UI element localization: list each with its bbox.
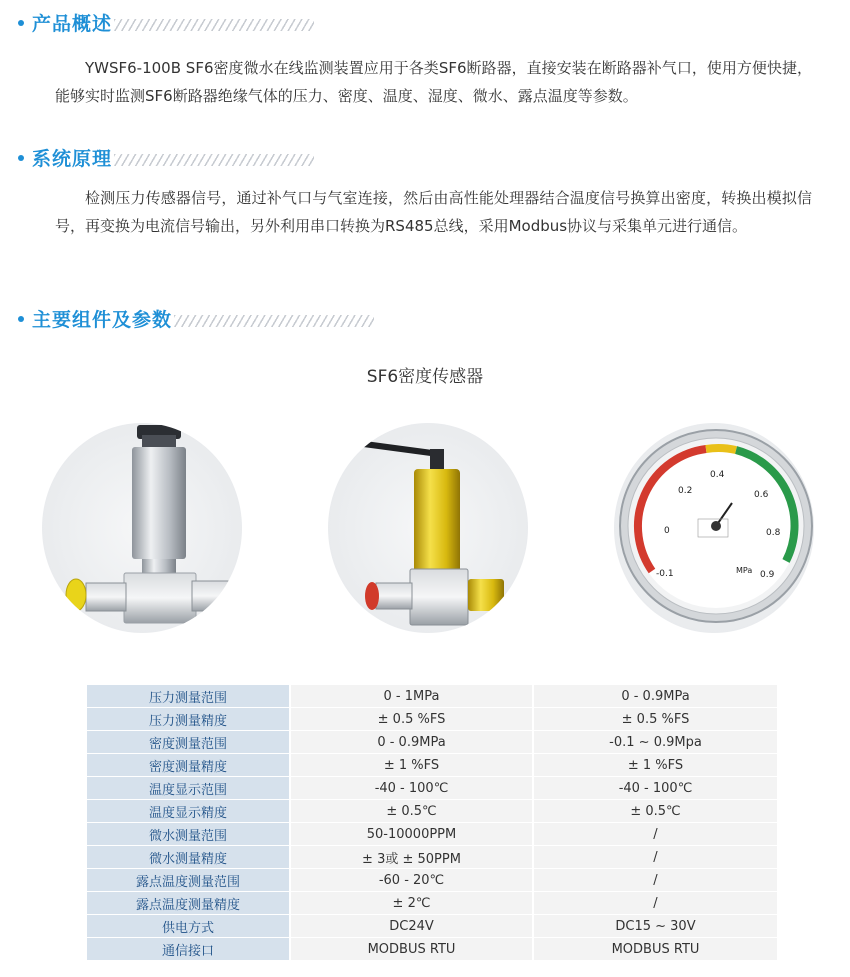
sensor-a-value-cell: DC24V [291, 915, 534, 938]
overview-paragraph: YWSF6-100B SF6密度微水在线监测装置应用于各类SF6断路器，直接安装在断路器补气口，使用方便快捷，能够实时监测SF6断路器绝缘气体的压力、密度、温度、湿度、微水、露点温度等参数。 [55, 59, 812, 105]
table-row [87, 731, 777, 754]
table-row [87, 915, 777, 938]
parameter-table [87, 685, 777, 961]
sensor-b-value-cell: / [534, 869, 777, 892]
gold-wireless-sensor-image [328, 423, 528, 633]
principle-paragraph: 检测压力传感器信号，通过补气口与气室连接，然后由高性能处理器结合温度信号换算出密度，转换出模拟信号，再变换为电流信号输出，另外利用串口转换为RS485总线，采用Modbus协议与采集单元进行通信。 [55, 189, 812, 235]
table-row [87, 708, 777, 731]
sensor-b-value-cell: 0 - 0.9MPa [534, 685, 777, 708]
param-label-cell: 供电方式 [87, 915, 291, 938]
section-title: 系统原理 [32, 147, 113, 170]
sensor-b-value-cell: -0.1 ~ 0.9Mpa [534, 731, 777, 754]
sensor-a-value-cell: MODBUS RTU [291, 938, 534, 961]
param-label-cell: 温度显示范围 [87, 777, 291, 800]
gauge-tick-label: 0.4 [710, 470, 725, 480]
table-row [87, 777, 777, 800]
gauge-tick-label: 0.6 [754, 490, 769, 500]
section-title: 主要组件及参数 [32, 308, 173, 331]
param-label-cell: 压力测量范围 [87, 685, 291, 708]
gauge-unit-label: MPa [736, 566, 753, 575]
sensor-a-value-cell: -60 - 20℃ [291, 869, 534, 892]
table-row [87, 685, 777, 708]
section-heading-components [18, 302, 374, 334]
hatch-decoration [174, 315, 374, 327]
param-label-cell: 压力测量精度 [87, 708, 291, 731]
bullet-dot-icon [18, 20, 24, 26]
sensor-b-value-cell: ± 0.5 %FS [534, 708, 777, 731]
bullet-dot-icon [18, 316, 24, 322]
gauge-tick-label: -0.1 [656, 569, 674, 579]
section-title: 产品概述 [32, 12, 113, 35]
section-heading-principle [18, 141, 314, 173]
sensor-a-value-cell: 0 - 1MPa [291, 685, 534, 708]
sensor-a-value-cell: 50-10000PPM [291, 823, 534, 846]
table-row [87, 823, 777, 846]
param-label-cell: 露点温度测量范围 [87, 869, 291, 892]
param-label-cell: 露点温度测量精度 [87, 892, 291, 915]
density-pressure-gauge-image [614, 423, 814, 633]
gauge-tick-label: 0.8 [766, 528, 781, 538]
gauge-tick-label: 0 [664, 526, 670, 536]
sensor-b-value-cell: -40 - 100℃ [534, 777, 777, 800]
section-heading-overview [18, 6, 314, 38]
param-label-cell: 通信接口 [87, 938, 291, 961]
gauge-tick-label: 0.9 [760, 570, 775, 580]
sensor-b-value-cell: ± 0.5℃ [534, 800, 777, 823]
sensor-b-value-cell: ± 1 %FS [534, 754, 777, 777]
stainless-steel-sensor-image [42, 423, 242, 633]
sensor-a-value-cell: ± 3或 ± 50PPM [291, 846, 534, 869]
hatch-decoration [114, 19, 314, 31]
table-row [87, 754, 777, 777]
sensor-a-value-cell: 0 - 0.9MPa [291, 731, 534, 754]
hatch-decoration [114, 154, 314, 166]
sensor-a-value-cell: -40 - 100℃ [291, 777, 534, 800]
product-subtitle: SF6密度传感器 [366, 367, 484, 387]
sensor-a-value-cell: ± 0.5℃ [291, 800, 534, 823]
table-row [87, 892, 777, 915]
param-label-cell: 温度显示精度 [87, 800, 291, 823]
table-row [87, 938, 777, 961]
sensor-a-value-cell: ± 1 %FS [291, 754, 534, 777]
sensor-b-value-cell: / [534, 892, 777, 915]
table-row [87, 869, 777, 892]
table-row [87, 846, 777, 869]
sensor-a-value-cell: ± 0.5 %FS [291, 708, 534, 731]
sensor-b-value-cell: / [534, 846, 777, 869]
sensor-b-value-cell: MODBUS RTU [534, 938, 777, 961]
sensor-a-value-cell: ± 2℃ [291, 892, 534, 915]
gauge-tick-label: 0.2 [678, 486, 693, 496]
bullet-dot-icon [18, 155, 24, 161]
table-row [87, 800, 777, 823]
sensor-b-value-cell: / [534, 823, 777, 846]
param-label-cell: 微水测量范围 [87, 823, 291, 846]
param-label-cell: 密度测量精度 [87, 754, 291, 777]
param-label-cell: 密度测量范围 [87, 731, 291, 754]
sensor-b-value-cell: DC15 ~ 30V [534, 915, 777, 938]
param-label-cell: 微水测量精度 [87, 846, 291, 869]
